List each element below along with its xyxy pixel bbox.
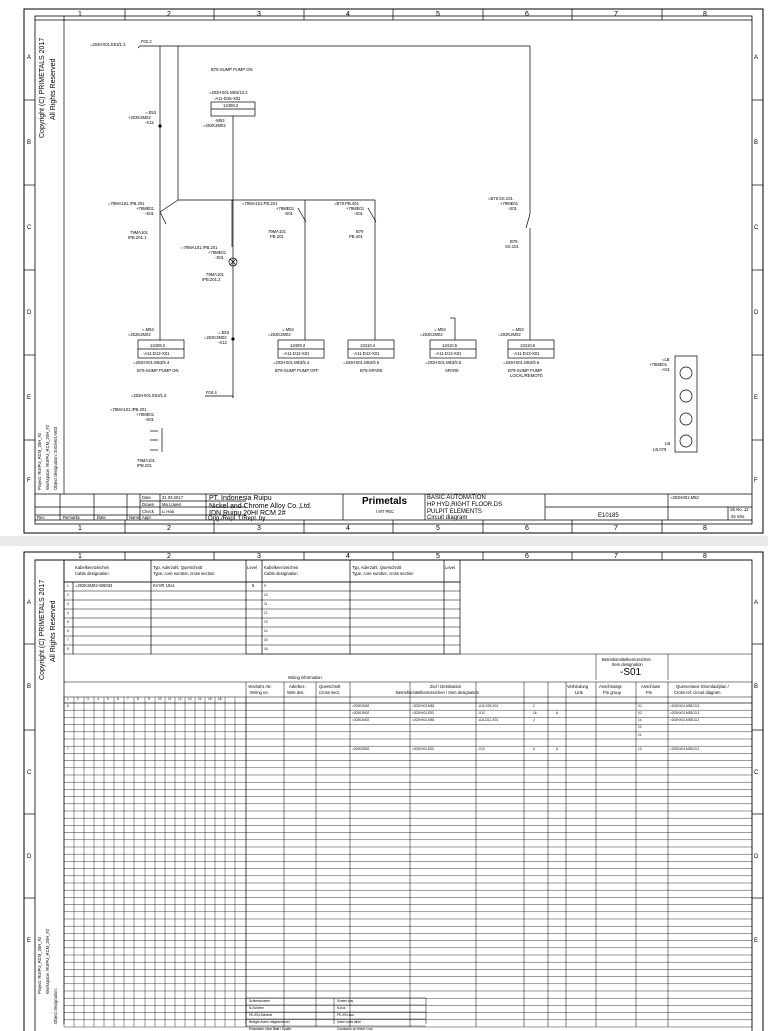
copyright-text: Copyright (C) PRIMETALS 2017 xyxy=(39,37,46,138)
col-2: 2 xyxy=(167,11,171,18)
type-row1: KVVR 10x1 xyxy=(153,583,175,588)
box3-ref: =202HX01.M53/5.5 xyxy=(343,360,380,365)
page-gap xyxy=(0,536,768,546)
wiring-col-number: 16 xyxy=(218,697,222,701)
wiring-col-number: 4 xyxy=(97,697,99,701)
box4-top1: =.M53 xyxy=(434,327,446,332)
item-de: Betriebsmittelkennzeichen xyxy=(602,657,651,662)
dest-item: -X12 xyxy=(478,711,485,715)
dest-location: =202HX01.E53 xyxy=(412,747,434,751)
dest-location: =202HX01.M53 xyxy=(412,718,435,723)
dest-de: Ziel / Destination xyxy=(430,684,462,689)
wiring-col-number: 12 xyxy=(178,697,182,701)
ipb2-ref: =79MA101.IPB.201 xyxy=(181,245,218,250)
drawing-number: E10185 xyxy=(598,513,619,519)
cable-index-item: 2 xyxy=(67,593,69,597)
box2-mod: -A11-D12-X01 xyxy=(283,351,310,356)
ipb3-b: +79ME01 xyxy=(136,412,155,417)
mid-e53: =.E53 xyxy=(218,330,230,335)
cable-index-item: 8 xyxy=(67,647,69,651)
pin-en: Pin xyxy=(646,690,653,695)
col-3-bottom: 3 xyxy=(257,525,261,532)
item-en: Item designation xyxy=(612,662,643,667)
wiring-col-number: 13 xyxy=(188,697,192,701)
dest-item: -A11-D12-X01 xyxy=(478,718,499,723)
level-head: Level xyxy=(247,565,258,570)
wiring-no-de: Verdraht.-Nr. xyxy=(248,684,272,689)
box1-top2: =202K2M02 xyxy=(128,332,151,337)
s2-col-8: 8 xyxy=(703,553,707,560)
dest-location: =202HX01.M53 xyxy=(412,703,435,708)
col-5-bottom: 5 xyxy=(436,525,440,532)
ss101-ref: =B79.SS.101 xyxy=(488,196,513,201)
xref-value: =202HX01.M53/13.2 xyxy=(670,747,700,751)
col-4: 4 xyxy=(346,11,350,18)
row-e-right: E xyxy=(754,395,759,401)
type-head-de: Typ, Aderzahl, Querschnitt xyxy=(153,565,203,570)
tb-date: 31.03.2017 xyxy=(162,495,183,500)
tb-company1: PT. Indonesia Ruipu xyxy=(209,495,272,502)
row-e: E xyxy=(27,395,32,401)
col-7-bottom: 7 xyxy=(614,525,618,532)
pb401-b: +79ME01 xyxy=(346,206,365,211)
tb-name: Name xyxy=(129,515,141,520)
tb-company3: IDN Ruipu 20HI RCM 2# xyxy=(209,510,286,517)
pb401-ref: =B79.PB.401 xyxy=(334,201,359,206)
box3-desc: B79-SPARE xyxy=(360,368,383,373)
xref-value: =202HX01.M53/13.2 xyxy=(670,718,700,723)
fuse-top: F02.2 xyxy=(141,39,152,44)
cable-head-en-2: Cable designation xyxy=(264,571,298,576)
project-label: Project: RUIPU_RCM_20H_#2 xyxy=(37,432,42,490)
ref-m53-102: =202HX01.M53/10.2 xyxy=(209,90,248,95)
box1-ref: =202HX01.M53/5.4 xyxy=(133,360,170,365)
wiring-col-number: 6 xyxy=(117,697,119,701)
col-6: 6 xyxy=(525,11,529,18)
k-b: =202K2M02 xyxy=(203,123,226,128)
pin-value: X1 xyxy=(638,703,642,708)
dest-terminal: 2 xyxy=(533,703,535,708)
row-f-right: F xyxy=(754,478,758,484)
lamp-ref3: -A01 xyxy=(661,367,670,372)
tag-top: 13408.2 xyxy=(223,103,239,108)
cable-index-item: 13 xyxy=(264,620,268,624)
wiring-no-en: Wiring no. xyxy=(250,690,269,695)
s2-row-e: E xyxy=(27,938,32,944)
cable-index-item: 14 xyxy=(264,629,268,633)
legend-en: Used cores label xyxy=(337,1020,361,1024)
box5-tag: 13410.6 xyxy=(520,343,536,348)
pin-value: 14 xyxy=(638,718,642,723)
col-1: 1 xyxy=(78,11,82,18)
tb-desc4: Circuit diagram xyxy=(427,515,468,521)
s2-col-1: 1 xyxy=(78,553,82,560)
dest-plant: =202K2M02 xyxy=(352,747,370,751)
level-head-2: Level xyxy=(445,565,456,570)
pb401-n2: PB.401 xyxy=(349,234,363,239)
row-c-right: C xyxy=(754,225,759,231)
box3-tag: 13410.4 xyxy=(360,343,376,348)
s2-row-b: B xyxy=(27,684,32,690)
dest-terminal: 2 xyxy=(533,718,535,723)
cable-row1: =202K2M02-W6034 xyxy=(75,583,113,588)
xref-en: Cross ref. circuit diagram xyxy=(674,690,721,695)
col-2-bottom: 2 xyxy=(167,525,171,532)
legend-en: Conductor on sheet / row xyxy=(337,1027,373,1031)
pin-de: Anschluss xyxy=(641,684,661,689)
pin-value: X2 xyxy=(638,711,642,715)
tb-date-label: Date xyxy=(142,495,151,500)
pb401-n1: B79 xyxy=(356,229,364,234)
dest-item: -X12 xyxy=(478,747,485,751)
ss101-b: +79ME01 xyxy=(500,201,519,206)
pb201-c: -S01 xyxy=(284,211,293,216)
tb-rev: Rev. xyxy=(37,515,46,520)
box5-top1: =.M53 xyxy=(512,327,524,332)
s2-row-d-right: D xyxy=(754,854,759,860)
sheet-number: Sh.No. 12 xyxy=(730,507,749,512)
legend-de: Schirmschiene xyxy=(249,999,270,1003)
box5-top2: =202K2M02 xyxy=(498,332,521,337)
legend-de: Einzelader ohne Blatt / Spalte xyxy=(249,1027,291,1031)
ipb2-n2: IPB.201.2 xyxy=(202,277,221,282)
col-7: 7 xyxy=(614,11,618,18)
tb-desc3: PULPIT ELEMENTS xyxy=(427,509,482,515)
col-4-bottom: 4 xyxy=(346,525,350,532)
legend-de: N-Schiene xyxy=(249,1006,264,1010)
row-number: 7 xyxy=(67,747,69,751)
ipb3-n1: 79MA101 xyxy=(137,458,155,463)
legend-en: PE-/EN-bus xyxy=(337,1013,354,1017)
cable-index-item: 4 xyxy=(67,611,69,615)
pb401-c: -S01 xyxy=(354,211,363,216)
xref-value: =202HX01.M53/13.3 xyxy=(670,703,700,708)
ss101-n1: B79 xyxy=(510,239,518,244)
box4-tag: 13410.5 xyxy=(442,343,458,348)
pin-value: 13 xyxy=(638,747,642,751)
ipb3-n2: IPB.201 xyxy=(137,463,152,468)
dest-flag: A xyxy=(556,747,559,751)
cable-index-item: 9 xyxy=(264,584,266,588)
cable-index-item: 5 xyxy=(67,620,69,624)
dest-en: Betriebsmittelkennzeichen / Item designation xyxy=(396,690,480,695)
left-e53: =.E53 xyxy=(145,110,157,115)
s2-workspace-label: Workspace: RUIPU_RCM_20H_#2 xyxy=(45,928,50,994)
dest-plant: =202K2M02 xyxy=(352,711,370,715)
pb201-n2: PB.201 xyxy=(270,234,284,239)
box4-desc: SPARE xyxy=(445,368,459,373)
ss101-c: -S01 xyxy=(508,206,517,211)
box3-mod: -A11-D12-X01 xyxy=(353,351,380,356)
wiring-col-number: 14 xyxy=(198,697,202,701)
ipb3-c: -S01 xyxy=(145,417,154,422)
s2-col-3: 3 xyxy=(257,553,261,560)
s2-row-c-right: C xyxy=(754,770,759,776)
tb-check: Li Hao xyxy=(162,509,175,514)
xref-value: =202HX01.M53/13.3 xyxy=(670,711,700,715)
box5-desc2: LOCAL/REMOTE xyxy=(510,373,543,378)
ipb1-n2: IPB.201.1 xyxy=(128,235,147,240)
left-202k: +202K2M02 xyxy=(128,115,151,120)
tb-check-label: Check xyxy=(142,509,154,514)
s2-copyright-text: Copyright (C) PRIMETALS 2017 xyxy=(39,579,46,680)
row-d: D xyxy=(27,310,32,316)
s2-row-e-right: E xyxy=(754,938,759,944)
tb-drawn: Ma Lowen xyxy=(162,502,182,507)
mid-x12: -X12 xyxy=(218,340,227,345)
item-designation: -S01 xyxy=(620,667,642,678)
pin-value: 22 xyxy=(638,725,642,730)
type-head-en-2: Type, core number, cross section xyxy=(352,571,414,576)
pb201-ref: =79MA101.PB.201 xyxy=(242,201,278,206)
box2-top2: =202K2M02 xyxy=(268,332,291,337)
box2-tag: 13409.3 xyxy=(290,343,306,348)
link-en: Link xyxy=(575,690,583,695)
col-8: 8 xyxy=(703,11,707,18)
pb201-b: +79ME01 xyxy=(276,206,295,211)
legend-de: Belegte Adern mitgezeichnet xyxy=(249,1020,290,1024)
ss101-n2: SS.101 xyxy=(505,244,519,249)
box1-top1: =.M53 xyxy=(142,327,154,332)
box2-ref: =202HX01.M53/5.4 xyxy=(273,360,310,365)
dest-item: -A11-D25-X01 xyxy=(478,703,499,708)
cable-index-item: 15 xyxy=(264,638,268,642)
s2-col-4: 4 xyxy=(346,553,350,560)
dest-plant: =202K2M02 xyxy=(352,703,370,708)
level-row1: 6 xyxy=(252,583,255,588)
lamp-ref: =LB xyxy=(662,357,670,362)
mid-202k: =202K2M02 xyxy=(204,335,227,340)
left-x12: -X12 xyxy=(145,120,154,125)
link-de: Verbindung xyxy=(567,684,589,689)
s2-col-2: 2 xyxy=(167,553,171,560)
tb-desc2: HP HYD,RIGHT FLOOR,DS xyxy=(427,502,503,508)
s2-row-d: D xyxy=(27,854,32,860)
wiring-col-number: 1 xyxy=(67,697,69,701)
bottom-ref: =202HX01.E53/1.5 xyxy=(131,393,167,398)
dest-terminal: 6 xyxy=(533,747,535,751)
type-head-en: Type, core number, cross section xyxy=(153,571,215,576)
s2-row-a: A xyxy=(27,600,32,606)
wiring-col-number: 5 xyxy=(107,697,109,701)
dest-flag: A xyxy=(556,711,559,715)
s2-rights-text: All Rights Reserved xyxy=(50,600,57,662)
box5-mod: -A11-D13-X01 xyxy=(513,351,540,356)
wiring-info-label: Wiring information xyxy=(288,675,322,680)
workspace-label: Workspace: RUIPU_RCM_20H_#2 xyxy=(45,424,50,490)
pb201-n1: 79MA101 xyxy=(268,229,286,234)
col-8-bottom: 8 xyxy=(703,525,707,532)
row-b-right: B xyxy=(754,140,759,146)
row-c: C xyxy=(27,225,32,231)
tb-ref-right: =202H001.M53 xyxy=(670,495,699,500)
cable-head-de-2: Kabelkennzeichen xyxy=(264,565,299,570)
cable-index-item: 3 xyxy=(67,602,69,606)
box5-ref: =202HX01.M53/5.6 xyxy=(503,360,540,365)
s2-project-label: Project: RUIPU_RCM_20H_#2 xyxy=(37,936,42,994)
s2-row-b-right: B xyxy=(754,684,759,690)
object-label: Object designation: 20G/H01-M03 xyxy=(53,426,58,490)
lamp-ref2: +79ME01 xyxy=(649,362,668,367)
col-1-bottom: 1 xyxy=(78,525,82,532)
wiring-col-number: 3 xyxy=(87,697,89,701)
box2-top1: =.M53 xyxy=(282,327,294,332)
wiring-col-number: 15 xyxy=(208,697,212,701)
row-a: A xyxy=(27,55,32,61)
box5-desc: B79-SUMP PUMP xyxy=(508,368,543,373)
wiring-col-number: 9 xyxy=(148,697,150,701)
row-b: B xyxy=(27,140,32,146)
row-a-right: A xyxy=(754,55,759,61)
tb-company2: Nickel and Chrome Alloy Co.,Ltd. xyxy=(209,503,312,510)
ipb1-b: +79ME01 xyxy=(136,206,155,211)
legend-en: Screen bus xyxy=(337,999,354,1003)
s2-col-7: 7 xyxy=(614,553,618,560)
cable-head-en: Cable designation xyxy=(75,571,109,576)
cable-index-item: 6 xyxy=(67,629,69,633)
box1-desc: B79-SUMP PUMP ON xyxy=(137,368,179,373)
cable-list-sheet xyxy=(0,546,768,1031)
pingrp-de: Anschlussgr. xyxy=(599,684,623,689)
s2-row-a-right: A xyxy=(754,600,759,606)
tb-appr: Appr. xyxy=(142,515,152,520)
fuse-bottom: F04.4 xyxy=(206,390,217,395)
cable-index-item: 7 xyxy=(67,638,69,642)
cable-index-item: 1 xyxy=(67,584,69,588)
tb-remarks: Remarks xyxy=(63,515,80,520)
row-number: 6 xyxy=(67,703,69,708)
dest-plant: =202K2M02 xyxy=(352,718,370,723)
ipb2-c: -S01 xyxy=(215,255,224,260)
box2-desc: B79-SUMP PUMP OFF xyxy=(275,368,319,373)
wire-des-en: Wire des. xyxy=(287,690,305,695)
k-a: -M53 xyxy=(215,118,225,123)
s2-col-6: 6 xyxy=(525,553,529,560)
cable-head-de: Kabelkennzeichen xyxy=(75,565,110,570)
wiring-col-number: 10 xyxy=(158,697,162,701)
tb-desc1: BASIC AUTOMATION xyxy=(427,495,486,501)
cable-index-item: 16 xyxy=(264,647,268,651)
tb-orig: Orig./Repl. f./Repl. by xyxy=(208,516,266,522)
s2-object-label: Object designation: xyxy=(53,988,58,1024)
ipb1-c: -S01 xyxy=(145,211,154,216)
wiring-col-number: 11 xyxy=(168,697,172,701)
legend-de: PE-/EN-Schiene xyxy=(249,1013,273,1017)
mod-a11-d25: -A11-D25-X01 xyxy=(214,96,241,101)
cross-de: Querschnitt xyxy=(319,684,341,689)
sheet-total: 25 Shs. xyxy=(731,514,746,519)
ipb2-n1: 79MA101 xyxy=(206,272,224,277)
wiring-col-number: 7 xyxy=(127,697,129,701)
top-ref: =202HX01.E53/1.3 xyxy=(90,42,126,47)
tb-date2: Date xyxy=(97,515,106,520)
row-f: F xyxy=(27,478,31,484)
lamp-bot2: LB.079 xyxy=(653,447,667,452)
col-6-bottom: 6 xyxy=(525,525,529,532)
type-head-de-2: Typ, Aderzahl, Querschnitt xyxy=(352,565,402,570)
ipb1-n1: 79MA101 xyxy=(130,230,148,235)
legend-en: N-bus xyxy=(337,1006,346,1010)
pingrp-en: Pin group xyxy=(603,690,621,695)
col-5: 5 xyxy=(436,11,440,18)
pin-value: 21 xyxy=(638,732,642,737)
s2-col-5: 5 xyxy=(436,553,440,560)
dest-location: =202HX01.E53 xyxy=(412,711,434,715)
box1-mod: -A11-D12-X01 xyxy=(143,351,170,356)
sump-on-title: B79-SUMP PUMP ON xyxy=(211,67,253,72)
wiring-col-number: 2 xyxy=(77,697,79,701)
col-3: 3 xyxy=(257,11,261,18)
box1-tag: 13408.2 xyxy=(150,343,166,348)
rights-text: All Rights Reserved xyxy=(50,58,57,120)
cable-index-item: 12 xyxy=(264,611,268,615)
primetals-logo: Primetals xyxy=(362,496,408,507)
wiring-col-number: 8 xyxy=(137,697,139,701)
cable-index-item: 11 xyxy=(264,602,268,606)
s2-row-c: C xyxy=(27,770,32,776)
cross-en: Cross sect. xyxy=(319,690,340,695)
box4-mod: -A11-D13-X01 xyxy=(435,351,462,356)
ipb2-b: +79ME01 xyxy=(208,250,227,255)
box4-ref: =202HX01.M53/5.5 xyxy=(425,360,462,365)
ipb3-ref: =79MA101.IPB.201 xyxy=(110,407,147,412)
ipb1-ref: =79MA101.IPB.201 xyxy=(108,201,145,206)
cable-index-item: 10 xyxy=(264,593,268,597)
tb-drawn-label: Drawn xyxy=(142,502,155,507)
dest-terminal: 16 xyxy=(533,711,537,715)
xref-de: Querverweis Stromlaufplan / xyxy=(676,684,729,689)
logo-sub: I MT PEC xyxy=(376,509,395,514)
wire-des-de: Aderbez. xyxy=(289,684,306,689)
box4-top2: =202K2M02 xyxy=(420,332,443,337)
sheet2-drawing xyxy=(0,546,768,1024)
lamp-bot1: LB xyxy=(665,441,671,446)
row-d-right: D xyxy=(754,310,759,316)
